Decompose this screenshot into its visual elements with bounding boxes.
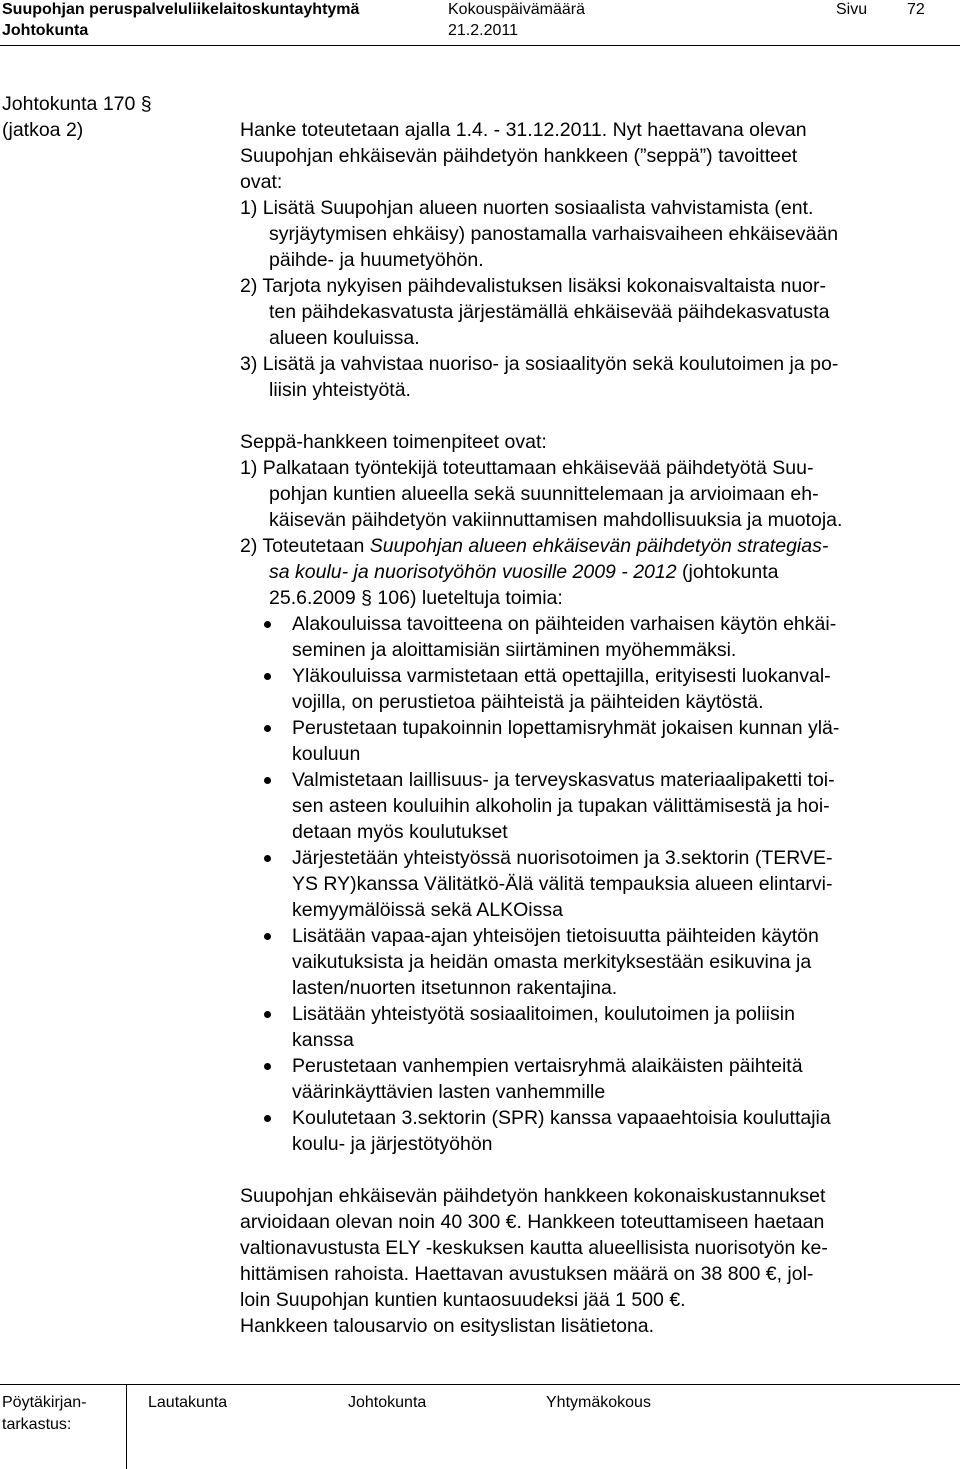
footer-assembly: Yhtymäkokous xyxy=(546,1394,651,1411)
action-item-line: seminen ja aloittamisiän siirtäminen myöhemmäksi. xyxy=(292,639,737,661)
action-item-line: Lisätään vapaa-ajan yhteisöjen tietoisuutta päihteiden käytön xyxy=(292,925,819,947)
action-item-line: kouluun xyxy=(292,743,361,765)
goal-2-cont: ten päihdekasvatusta järjestämällä ehkäisevää päihdekasvatusta xyxy=(269,301,830,323)
action-item xyxy=(240,1001,930,1053)
measures-title: Seppä-hankkeen toimenpiteet ovat: xyxy=(240,431,547,453)
action-item-line: vaikutuksista ja heidän omasta merkityksestään esikuvina ja xyxy=(292,951,812,973)
action-item-line: Lisätään yhteistyötä sosiaalitoimen, koulutoimen ja poliisin xyxy=(292,1003,795,1025)
section-title: Johtokunta 170 § xyxy=(2,93,152,115)
strategy-title: Suupohjan alueen ehkäisevän päihdetyön strategias- xyxy=(369,535,829,557)
goal-3-cont: liisin yhteistyötä. xyxy=(269,379,411,401)
body-line: Suupohjan ehkäisevän päihdetyön hankkeen (”seppä”) tavoitteet xyxy=(240,145,798,167)
action-item-line: kemyymälöissä sekä ALKOissa xyxy=(292,899,563,921)
action-list xyxy=(240,611,930,1157)
measure-2: 2) Toteutetaan Suupohjan alueen ehkäisevän päihdetyön strategias- xyxy=(240,535,829,557)
measure-1: 1) Palkataan työntekijä toteuttamaan ehkäisevää päihdetyötä Suu- xyxy=(240,457,814,479)
action-item xyxy=(240,845,930,923)
bullet-icon xyxy=(264,1011,271,1018)
footer-check-label: Pöytäkirjan- tarkastus: xyxy=(2,1394,87,1433)
bullet-icon xyxy=(264,933,271,940)
measure-2-cont: sa koulu- ja nuorisotyöhön vuosille 2009 - 2012 (johtokunta xyxy=(269,561,779,583)
bullet-icon xyxy=(264,1063,271,1070)
footer-board: Lautakunta xyxy=(148,1394,228,1411)
bullet-icon xyxy=(264,621,271,628)
header-organization: Suupohjan peruspalveluliikelaitoskuntayhtymä xyxy=(2,1,360,18)
document-body xyxy=(240,117,930,1339)
measure-1-cont: käisevän päihdetyön vakiinnuttamisen mahdollisuuksia ja muotoja. xyxy=(269,509,843,531)
cost-line: loin Suupohjan kuntien kuntaosuudeksi jää 1 500 €. xyxy=(240,1289,686,1311)
action-item-line: sen asteen kouluihin alkoholin ja tupakan välittämisestä ja hoi- xyxy=(292,795,830,817)
header-page-number: 72 xyxy=(907,1,925,18)
cost-line: hittämisen rahoista. Haettavan avustuksen määrä on 38 800 €, jol- xyxy=(240,1263,814,1285)
measure-1-cont: pohjan kuntien alueella sekä suunnittelemaan ja arvioimaan eh- xyxy=(269,483,819,505)
goal-1: 1) Lisätä Suupohjan alueen nuorten sosiaalista vahvistamista (ent. xyxy=(240,197,814,219)
page-header xyxy=(0,0,960,46)
cost-line: arvioidaan olevan noin 40 300 €. Hankkeen toteuttamiseen haetaan xyxy=(240,1211,825,1233)
section-continued: (jatkoa 2) xyxy=(2,119,84,141)
action-item xyxy=(240,1105,930,1157)
action-item-line: detaan myös koulutukset xyxy=(292,821,508,843)
action-item-line: kanssa xyxy=(292,1029,354,1051)
header-page-label: Sivu xyxy=(836,1,868,18)
goal-1-cont: syrjäytymisen ehkäisy) panostamalla varhaisvaiheen ehkäisevään xyxy=(269,223,839,245)
cost-line: valtionavustusta ELY -keskuksen kautta alueellisista nuorisotyön ke- xyxy=(240,1237,828,1259)
header-divider xyxy=(0,45,960,46)
goal-2: 2) Tarjota nykyisen päihdevalistuksen lisäksi kokonaisvaltaista nuor- xyxy=(240,275,827,297)
action-item-line: Valmistetaan laillisuus- ja terveyskasvatus materiaalipaketti toi- xyxy=(292,769,835,791)
action-item xyxy=(240,715,930,767)
action-item-line: Yläkouluissa varmistetaan että opettajilla, erityisesti luokanval- xyxy=(292,665,831,687)
action-item-line: Alakouluissa tavoitteena on päihteiden varhaisen käytön ehkäi- xyxy=(292,613,837,635)
bullet-icon xyxy=(264,673,271,680)
action-item-line: Järjestetään yhteistyössä nuorisotoimen ja 3.sektorin (TERVE- xyxy=(292,847,833,869)
action-item xyxy=(240,1053,930,1105)
header-date: 21.2.2011 xyxy=(448,22,518,39)
body-line: Hanke toteutetaan ajalla 1.4. - 31.12.2011. Nyt haettavana olevan xyxy=(240,119,807,141)
header-date-label: Kokouspäivämäärä xyxy=(448,1,585,18)
bullet-icon xyxy=(264,725,271,732)
goal-1-cont: päihde- ja huumetyöhön. xyxy=(269,249,484,271)
action-item xyxy=(240,611,930,663)
bullet-icon xyxy=(264,855,271,862)
action-item xyxy=(240,923,930,1001)
bullet-icon xyxy=(264,1115,271,1122)
goal-2-cont: alueen kouluissa. xyxy=(269,327,420,349)
action-item-line: vojilla, on perustietoa päihteistä ja päihteiden käytöstä. xyxy=(292,691,764,713)
strategy-title-cont: sa koulu- ja nuorisotyöhön vuosille 2009 - 2012 xyxy=(269,561,677,583)
action-item-line: Koulutetaan 3.sektorin (SPR) kanssa vapaaehtoisia kouluttajia xyxy=(292,1107,831,1129)
header-body-name: Johtokunta xyxy=(2,22,89,39)
action-item-line: väärinkäyttävien lasten vanhemmille xyxy=(292,1081,606,1103)
footer-divider xyxy=(0,1384,960,1385)
action-item xyxy=(240,767,930,845)
action-item-line: Perustetaan tupakoinnin lopettamisryhmät jokaisen kunnan ylä- xyxy=(292,717,840,739)
body-line: ovat: xyxy=(240,171,283,193)
action-item-line: Perustetaan vanhempien vertaisryhmä alaikäisten päihteitä xyxy=(292,1055,803,1077)
footer-divider-vertical xyxy=(126,1384,127,1469)
measure-2-cont: 25.6.2009 § 106) lueteltuja toimia: xyxy=(269,587,563,609)
bullet-icon xyxy=(264,777,271,784)
action-item-line: koulu- ja järjestötyöhön xyxy=(292,1133,493,1155)
cost-line: Hankkeen talousarvio on esityslistan lisätietona. xyxy=(240,1315,655,1337)
action-item xyxy=(240,663,930,715)
footer-board-executive: Johtokunta xyxy=(348,1394,427,1411)
action-item-line: lasten/nuorten itsetunnon rakentajina. xyxy=(292,977,618,999)
goal-3: 3) Lisätä ja vahvistaa nuoriso- ja sosiaalityön sekä koulutoimen ja po- xyxy=(240,353,839,375)
cost-line: Suupohjan ehkäisevän päihdetyön hankkeen kokonaiskustannukset xyxy=(240,1185,826,1207)
action-item-line: YS RY)kanssa Välitätkö-Älä välitä tempauksia alueen elintarvi- xyxy=(292,873,833,895)
